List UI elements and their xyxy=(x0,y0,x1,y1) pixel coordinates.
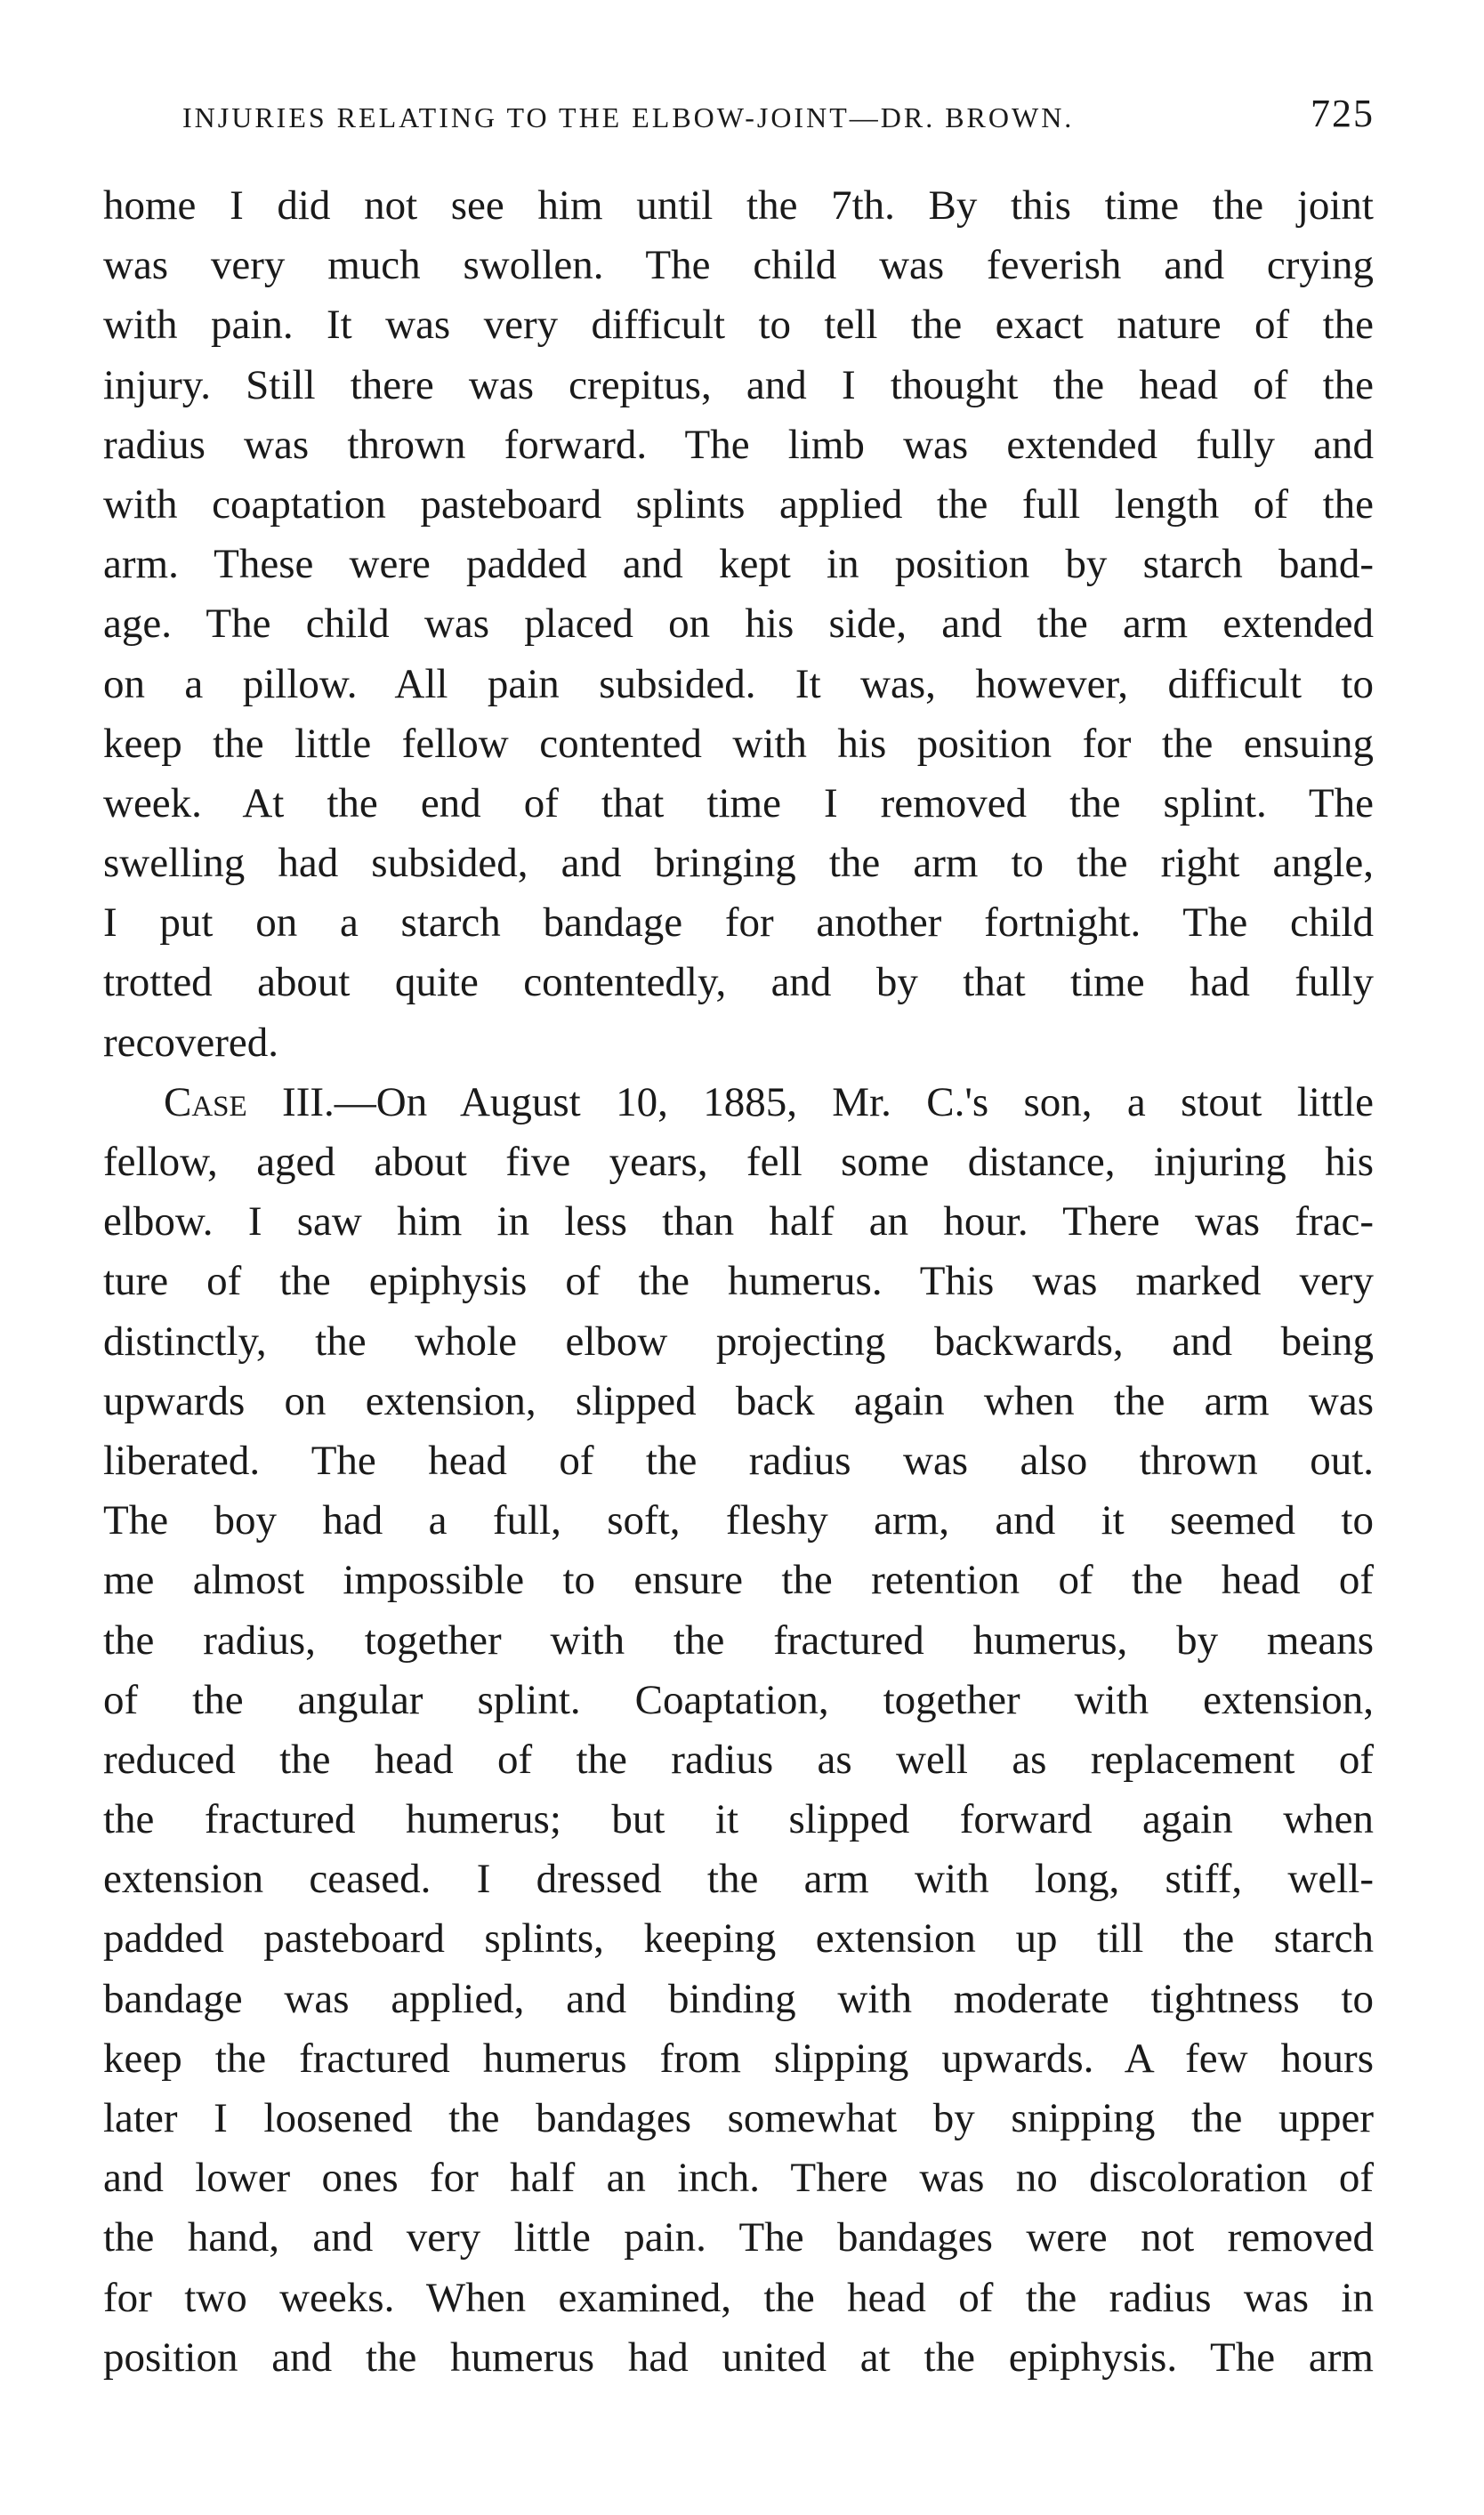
text-line: padded pasteboard splints, keeping extension up till the starch xyxy=(103,1915,1374,1963)
text-line: was very much swollen. The child was feverish and crying xyxy=(103,242,1374,289)
running-head xyxy=(182,91,1375,144)
text-line: home I did not see him until the 7th. By this time the joint xyxy=(103,182,1374,229)
text-line: arm. These were padded and kept in position by starch band- xyxy=(103,541,1374,588)
text-line: on a pillow. All pain subsided. It was, however, difficult to xyxy=(103,660,1374,707)
text-line: keep the fractured humerus from slipping upwards. A few hours xyxy=(103,2035,1374,2082)
text-line: I put on a starch bandage for another fortnight. The child xyxy=(103,899,1374,947)
text-line: liberated. The head of the radius was also thrown out. xyxy=(103,1437,1374,1484)
text-line: radius was thrown forward. The limb was extended fully and xyxy=(103,421,1374,468)
text-line: the hand, and very little pain. The bandages were not removed xyxy=(103,2214,1374,2261)
text-fragment: —On August 10, 1885, Mr. C.'s son, a stout little xyxy=(334,1078,1374,1125)
text-line: for two weeks. When examined, the head of the radius was in xyxy=(103,2274,1374,2321)
text-line: reduced the head of the radius as well as replacement of xyxy=(103,1736,1374,1783)
text-line: elbow. I saw him in less than half an hour. There was frac- xyxy=(103,1198,1374,1245)
text-line: position and the humerus had united at the epiphysis. The arm xyxy=(103,2334,1374,2381)
text-line: and lower ones for half an inch. There was no discoloration of xyxy=(103,2155,1374,2202)
text-line: The boy had a full, soft, fleshy arm, and it seemed to xyxy=(103,1497,1374,1544)
text-line: the fractured humerus; but it slipped forward again when xyxy=(103,1796,1374,1843)
text-line: recovered. xyxy=(103,1019,278,1066)
text-line: me almost impossible to ensure the retention of the head of xyxy=(103,1557,1374,1604)
body-text xyxy=(103,176,1374,2388)
text-line: injury. Still there was crepitus, and I thought the head of the xyxy=(103,361,1374,408)
running-head-title: INJURIES RELATING TO THE ELBOW-JOINT—DR. BROWN. xyxy=(182,101,1075,133)
text-line: age. The child was placed on his side, and the arm extended xyxy=(103,601,1374,648)
text-line: with coaptation pasteboard splints applied the full length of the xyxy=(103,480,1374,528)
text-line: extension ceased. I dressed the arm with long, stiff, well- xyxy=(103,1856,1374,1903)
text-line: week. At the end of that time I removed the splint. The xyxy=(103,779,1374,826)
text-line: bandage was applied, and binding with moderate tightness to xyxy=(103,1975,1374,2022)
text-line xyxy=(103,1073,1374,1133)
text-line: upwards on extension, slipped back again when the arm was xyxy=(103,1377,1374,1424)
text-line: the radius, together with the fractured humerus, by means xyxy=(103,1616,1374,1664)
paragraph-continuation xyxy=(103,176,1374,1073)
text-line: fellow, aged about five years, fell some distance, injuring his xyxy=(103,1139,1374,1185)
text-line: ture of the epiphysis of the humerus. This was marked very xyxy=(103,1258,1374,1305)
text-line: distinctly, the whole elbow projecting backwards, and being xyxy=(103,1318,1374,1365)
text-line: swelling had subsided, and bringing the arm to the right angle, xyxy=(103,840,1374,887)
text-line: later I loosened the bandages somewhat by snipping the upper xyxy=(103,2095,1374,2141)
text-line: keep the little fellow contented with his position for the ensuing xyxy=(103,720,1374,767)
text-line: of the angular splint. Coaptation, together with extension, xyxy=(103,1676,1374,1723)
paragraph-case-three xyxy=(103,1073,1374,2388)
page-number: 725 xyxy=(1311,92,1375,135)
case-label: Case III. xyxy=(164,1078,335,1125)
text-line: with pain. It was very difficult to tell the exact nature of the xyxy=(103,302,1374,349)
text-line: trotted about quite contentedly, and by that time had fully xyxy=(103,959,1374,1006)
